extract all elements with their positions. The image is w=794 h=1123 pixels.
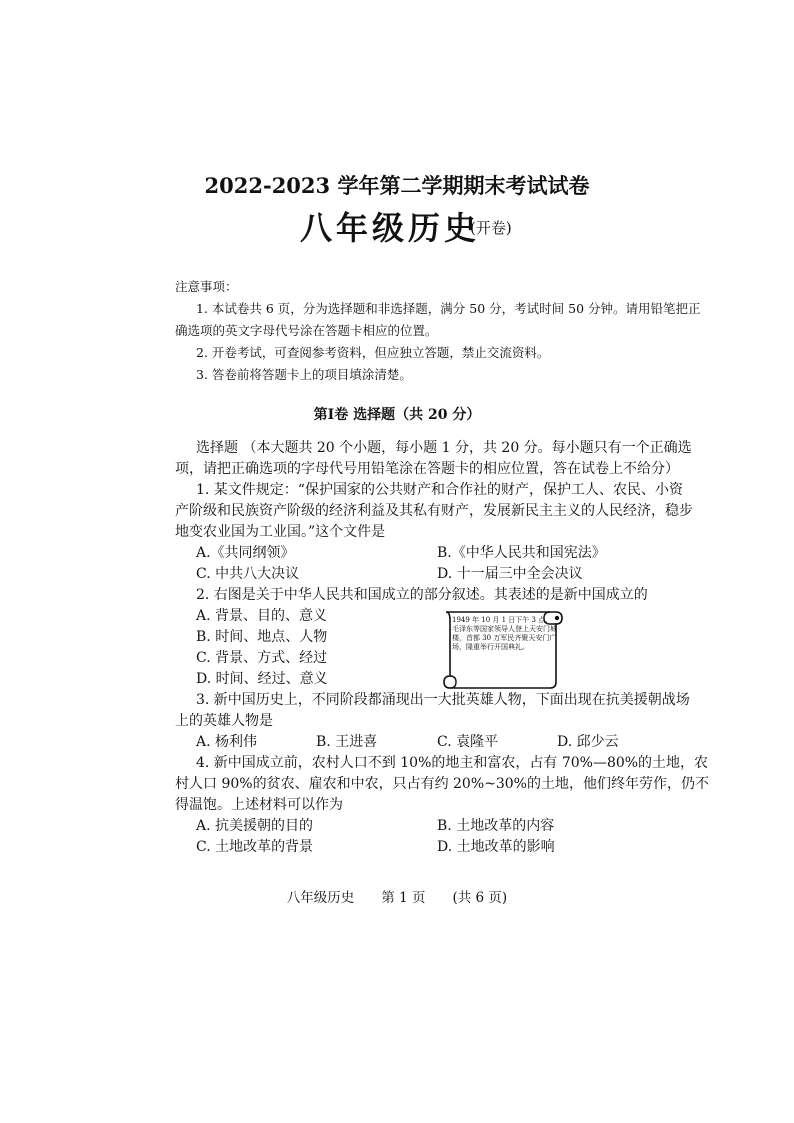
question-1-option-c: C. 中共八大决议 bbox=[196, 566, 300, 582]
notice-line: 2. 开卷考试，可查阅参考资料，但应独立答题，禁止交流资料。 bbox=[196, 345, 550, 360]
notice-heading: 注意事项： bbox=[175, 279, 238, 294]
question-2-option-a: A. 背景、目的、意义 bbox=[196, 608, 328, 624]
notice-line: 3. 答卷前将答题卡上的项目填涂清楚。 bbox=[196, 367, 412, 382]
question-1-option-d: D. 十一届三中全会决议 bbox=[437, 566, 583, 582]
question-3-option-a: A. 杨利伟 bbox=[196, 734, 258, 750]
notice-line: 确选项的英文字母代号涂在答题卡相应的位置。 bbox=[175, 323, 438, 338]
question-3-option-d: D. 邱少云 bbox=[557, 734, 619, 750]
question-3-option-c: C. 袁隆平 bbox=[437, 734, 499, 750]
question-4-option-a: A. 抗美援朝的目的 bbox=[196, 818, 314, 834]
question-1-option-a: A.《共同纲领》 bbox=[196, 545, 295, 561]
exam-title: 2022-2023 学年第二学期期末考试试卷 bbox=[204, 173, 590, 198]
section-instructions: 项，请把正确选项的字母代号用铅笔涂在答题卡的相应位置，答在试卷上不给分） bbox=[175, 461, 679, 477]
subject-note: (开卷) bbox=[470, 219, 512, 237]
question-1-stem: 地变农业国为工业国。”这个文件是 bbox=[175, 524, 386, 540]
question-1-stem: 产阶级和民族资产阶级的经济利益及其私有财产，发展新民主主义的人民经济，稳步 bbox=[175, 503, 693, 519]
scroll-illustration bbox=[438, 606, 566, 692]
question-1-stem: 1. 某文件规定：“保护国家的公共财产和合作社的财产，保护工人、农民、小资 bbox=[196, 482, 683, 498]
question-3-option-b: B. 王进喜 bbox=[316, 734, 378, 750]
question-2-stem: 2. 右图是关于中华人民共和国成立的部分叙述。其表述的是新中国成立的 bbox=[196, 587, 648, 603]
subject-title: 八年级历史 bbox=[300, 209, 481, 247]
question-4-stem: 得温饱。上述材料可以作为 bbox=[175, 797, 343, 813]
notice-line: 1. 本试卷共 6 页，分为选择题和非选择题，满分 50 分，考试时间 50 分钟。请用铅笔把正 bbox=[196, 301, 701, 316]
question-2-option-b: B. 时间、地点、人物 bbox=[196, 629, 328, 645]
question-4-option-c: C. 土地改革的背景 bbox=[196, 839, 314, 855]
question-4-option-b: B. 土地改革的内容 bbox=[437, 818, 555, 834]
scroll-text: 1949 年 10 月 1 日下午 3 点，毛泽东等国家领导人登上天安门城楼，首都 30 万军民齐聚天安门广场，隆重举行开国典礼。 bbox=[452, 616, 557, 651]
section-instructions: 选择题 （本大题共 20 个小题，每小题 1 分，共 20 分。每小题只有一个正确选 bbox=[196, 440, 692, 456]
section-title: 第Ⅰ卷 选择题（共 20 分） bbox=[313, 407, 481, 423]
question-2-option-c: C. 背景、方式、经过 bbox=[196, 650, 328, 666]
question-3-stem: 上的英雄人物是 bbox=[175, 713, 273, 729]
question-4-option-d: D. 土地改革的影响 bbox=[437, 839, 555, 855]
question-4-stem: 村人口 90%的贫农、雇农和中农，只占有约 20%~30%的土地，他们终年劳作，仍不 bbox=[175, 776, 709, 792]
question-4-stem: 4. 新中国成立前，农村人口不到 10%的地主和富农，占有 70%—80%的土地，农 bbox=[196, 755, 709, 771]
page-footer: 八年级历史 第 1 页 (共 6 页) bbox=[286, 890, 508, 906]
question-1-option-b: B.《中华人民共和国宪法》 bbox=[437, 545, 606, 561]
question-2-option-d: D. 时间、经过、意义 bbox=[196, 671, 328, 687]
question-3-stem: 3. 新中国历史上，不同阶段都涌现出一大批英雄人物，下面出现在抗美援朝战场 bbox=[196, 692, 690, 708]
